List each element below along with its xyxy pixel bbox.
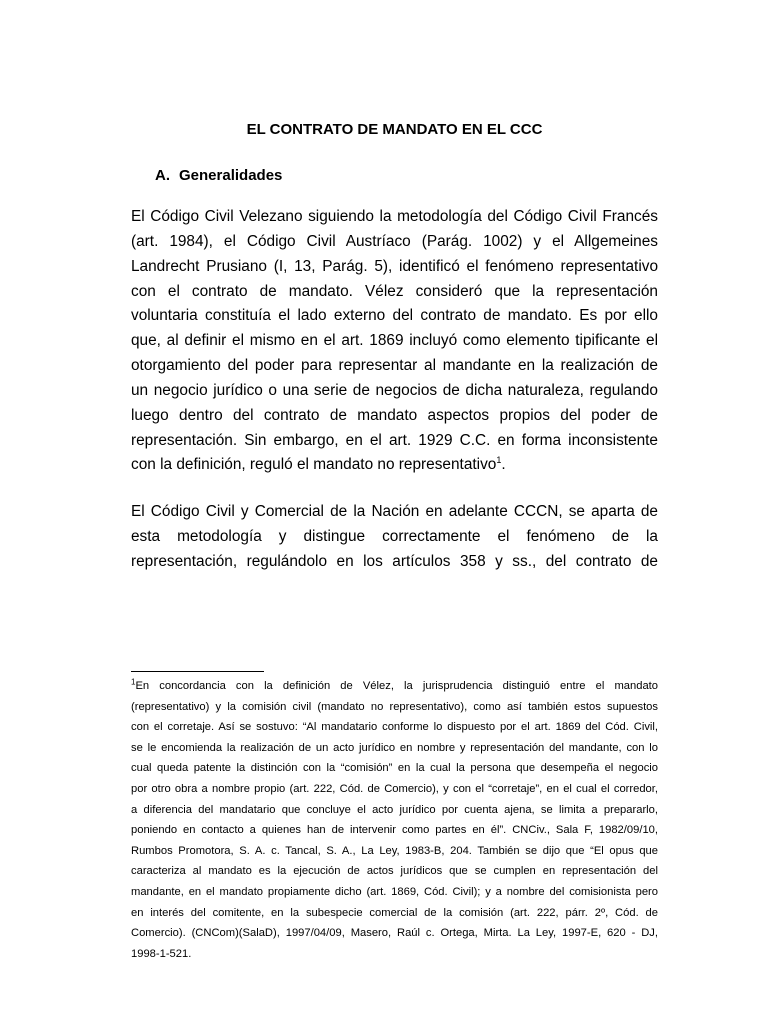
footnote — [131, 676, 658, 964]
footnote-line: (representativo) y la comisión civil (mandato no representativo), como así también estos supuestos — [131, 700, 658, 713]
footnote-line: en interés del comitente, en la subespecie comercial de la comisión (art. 222, párr. 2º, Cód. de — [131, 906, 658, 919]
paragraph-line: con el contrato de mandato. Vélez consideró que la representación — [131, 282, 658, 300]
footnote-line: con el corretaje. Así se sostuvo: “Al mandatario conforme lo dispuesto por el art. 1869 del Cód. Civil, — [131, 721, 658, 734]
section-heading-text: Generalidades — [179, 167, 283, 184]
paragraph-line: (art. 1984), el Código Civil Austríaco (Parág. 1002) y el Allgemeines — [131, 232, 658, 250]
footnote-line: Rumbos Promotora, S. A. c. Tancal, S. A., La Ley, 1983-B, 204. También se dijo que “El opus que — [131, 844, 658, 857]
paragraph-line: un negocio jurídico o una serie de negocios de dicha naturaleza, regulando — [131, 381, 658, 399]
footnote-line: por otro obra a nombre propio (art. 222, Cód. de Comercio), y con el “corretaje”, en el cual el corredor, — [131, 782, 658, 795]
paragraph-line: representación, regulándolo en los artículos 358 y ss., del contrato de — [131, 552, 658, 570]
paragraph-line: Landrecht Prusiano (I, 13, Parág. 5), identificó el fenómeno representativo — [131, 257, 658, 275]
paragraph-line: El Código Civil y Comercial de la Nación en adelante CCCN, se aparta de — [131, 503, 658, 520]
paragraph-line — [131, 453, 658, 478]
footnote-line: cual queda patente la distinción con la “comisión” en la cual la persona que desempeña el negocio — [131, 762, 658, 775]
paragraph-line: que, al definir el mismo en el art. 1869 incluyó como elemento tipificante el — [131, 332, 658, 350]
paragraph-line: esta metodología y distingue correctamente el fenómeno de la — [131, 527, 658, 545]
footnote-line-text: En concordancia con la definición de Vélez, la jurisprudencia distinguió entre el mandato — [135, 680, 658, 692]
footnote-line: se le encomienda la realización de un acto jurídico en nombre y representación del mandante, con lo — [131, 741, 658, 754]
footnote-line: mandante, en el mandato propiamente dicho (art. 1869, Cód. Civil); y a nombre del comisionista pero — [131, 885, 658, 898]
footnote-line — [131, 676, 658, 697]
paragraph-line: voluntaria constituía el lado externo del contrato de mandato. Es por ello — [131, 307, 658, 325]
footnote-line: caracteriza al mandato es la ejecución de actos jurídicos que se cumplen en representación del — [131, 865, 658, 878]
paragraph-line: El Código Civil Velezano siguiendo la metodología del Código Civil Francés — [131, 208, 658, 225]
paragraph-line: luego dentro del contrato de mandato aspectos propios del poder de — [131, 406, 658, 424]
footnote-line: a diferencia del mandatario que concluye el acto jurídico por cuenta ajena, se limita a prepararlo, — [131, 803, 658, 816]
section-heading — [155, 167, 282, 185]
paragraph-end-period: . — [501, 456, 506, 474]
section-letter: A. — [155, 167, 170, 184]
footnote-separator — [131, 671, 264, 672]
body-paragraph-2 — [131, 500, 658, 575]
paragraph-line: representación. Sin embargo, en el art. 1929 C.C. en forma inconsistente — [131, 431, 658, 449]
footnote-line: poniendo en contacto a quienes han de intervenir como partes en él”. CNCiv., Sala F, 1982/09/10, — [131, 824, 658, 837]
footnote-line: Comercio). (CNCom)(SalaD), 1997/04/09, Masero, Raúl c. Ortega, Mirta. La Ley, 1997-E, 620 - DJ, — [131, 927, 658, 940]
footnote-reference[interactable]: 1 — [496, 455, 502, 466]
body-paragraph-1 — [131, 205, 658, 478]
paragraph-line: otorgamiento del poder para representar al mandante en la realización de — [131, 357, 658, 375]
paragraph-line-text: con la definición, reguló el mandato no representativo — [131, 456, 497, 474]
footnote-line: 1998-1-521. — [131, 947, 192, 960]
footnote-number: 1 — [131, 677, 136, 687]
document-title: EL CONTRATO DE MANDATO EN EL CCC — [246, 121, 543, 138]
